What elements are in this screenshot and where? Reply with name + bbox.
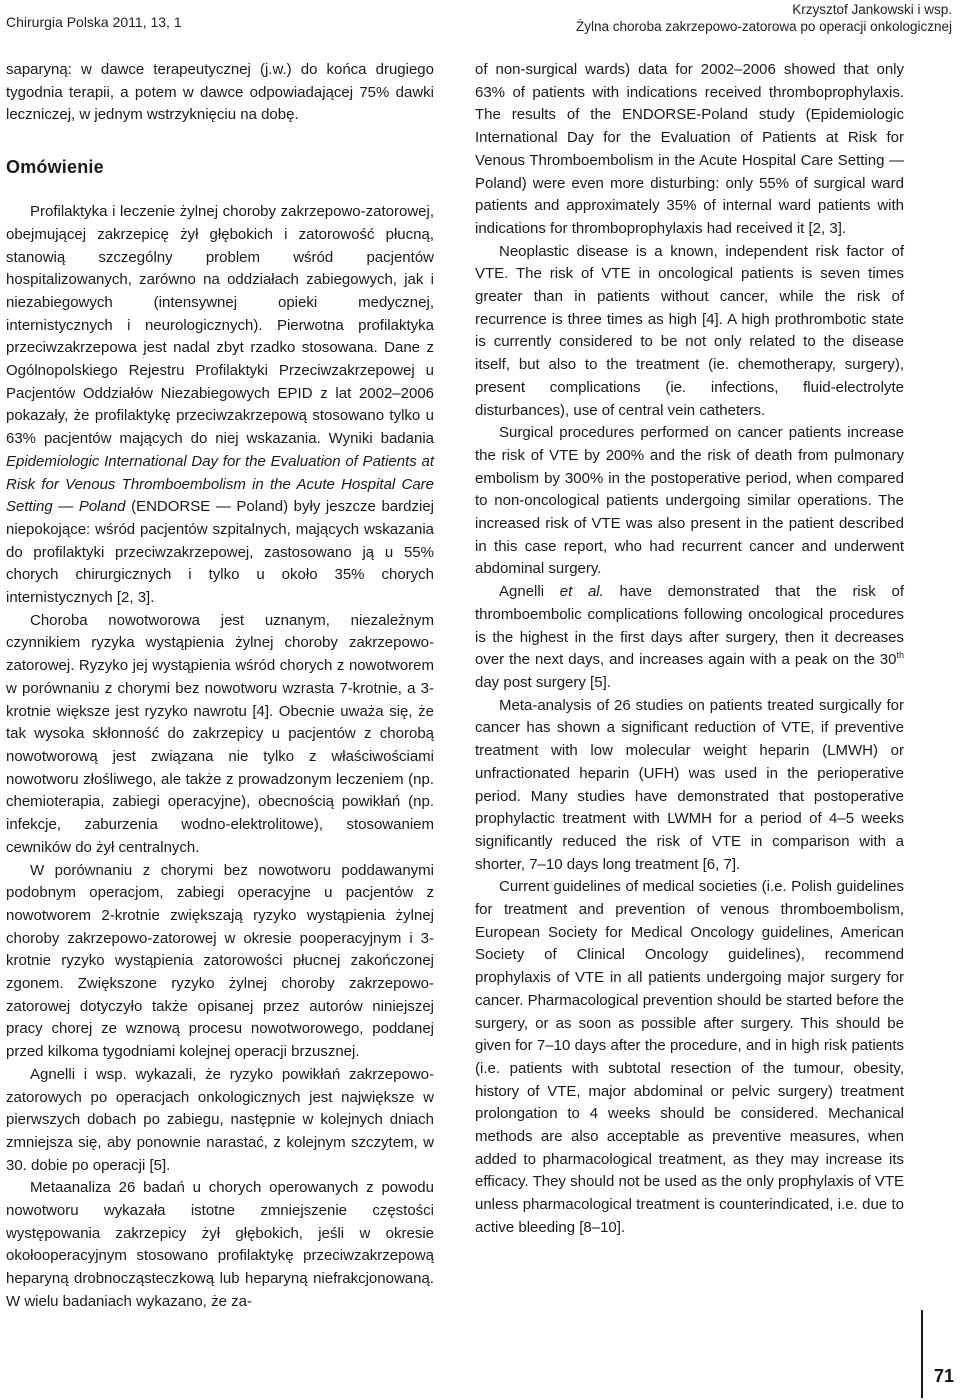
- paragraph-2-en: Surgical procedures performed on cancer patients increase the risk of VTE by 200% and the risk of death from pulmonary embolism by 300% in the postoperative period, when compared to non-oncological patients undergoing similar operations. The increased risk of VTE was also present in the patient described in this case report, who had recurrent cancer and underwent abdominal surgery.: [475, 424, 904, 578]
- page-number: 71: [934, 1366, 955, 1386]
- paragraph-1-end: (ENDORSE — Poland) były jeszcze bardziej niepokojące: wśród pacjentów szpitalnych, mających wskazania do profilaktyki przeciwzakrzepowej, zastosowano ją u 55% chorych chirurgicznych i tylko u około 35% chorych internistycznych [2, 3].: [6, 498, 434, 607]
- journal-citation: Chirurgia Polska 2011, 13, 1: [6, 14, 182, 30]
- paragraph-1-text: Profilaktyka i leczenie żylnej choroby zakrzepowo-zatorowej, obejmującej zakrzepicę żył głębokich i zatorowość płucną, stanowią szczególny problem wśród pacjentów hospitalizowanych, zarówno na oddziałach zabiegowych, jak i niezabiegowych (intensywnej opieki medycznej, internistycznych i neurologicznych). Pierwotna profilaktyka przeciwzakrzepowa jest nadal zbyt rzadko stosowana. Dane z Ogólnopolskiego Rejestru Profilaktyki Przeciwzakrzepowej u Pacjentów Oddziałów Niezabiegowych EPID z lat 2002–2006 pokazały, że profilaktykę przeciwzakrzepową stosowano tylko u 63% pacjentów mających do niej wskazania. Wyniki badania: [6, 203, 434, 448]
- right-column-english: [475, 59, 904, 1240]
- paragraph-1-en: Neoplastic disease is a known, independent risk factor of VTE. The risk of VTE in oncological patients is seven times greater than in patients without cancer, while the risk of recurrence is three times as high [4]. A high prothrombotic state is currently considered to be not only related to the disease itself, but also to the treatment (ie. chemotherapy, surgery), present complications (ie. infections, fluid-electrolyte disturbances), use of central vein catheters.: [475, 242, 904, 419]
- paragraph-3-en-mid: have demonstrated that the risk of thromboembolic complications following oncological procedures is the highest in the first days after surgery, then it decreases over the next days, and increases again with a peak on the 30: [475, 583, 904, 669]
- paragraph-4-en: Meta-analysis of 26 studies on patients treated surgically for cancer has shown a significant reduction of VTE, if preventive treatment with low molecular weight heparin (LMWH) or unfractionated heparin (UFH) was used in the perioperative period. Many studies have demonstrated that postoperative prophylactic treatment with LWMH for a period of 4–5 weeks significantly reduced the risk of VTE in comparison with a shorter, 7–10 days long treatment [6, 7].: [475, 696, 904, 873]
- paragraph-5: Metaanaliza 26 badań u chorych operowanych z powodu nowotworu wykazała istotne zmniejszenie częstości występowania zakrzepicy żył głębokich, jeśli w okresie okołooperacyjnym stosowano profilaktykę przeciwzakrzepową heparyną drobnocząsteczkową lub heparyną niefrakcjonowaną. W wielu badaniach wykazano, że za-: [6, 1179, 434, 1310]
- paragraph-0-en: of non-surgical wards) data for 2002–2006 showed that only 63% of patients with indications received thromboprophylaxis. The results of the ENDORSE-Poland study (Epidemiologic International Day for the Evaluation of Patients at Risk for Venous Thromboembolism in the Acute Hospital Care Setting — Poland) were even more disturbing: only 55% of surgical ward patients and approximately 35% of internal ward patients with indications for thromboprophylaxis had received it [2, 3].: [475, 61, 904, 237]
- et-al-italic: et al.: [559, 583, 604, 601]
- section-heading: Omówienie: [6, 157, 104, 178]
- left-column-polish: [6, 59, 434, 1314]
- paragraph-3-en-end: day post surgery [5].: [475, 673, 611, 691]
- paragraph-4: Agnelli i wsp. wykazali, że ryzyko powikłań zakrzepowo-zatorowych po operacjach onkologicznych jest największe w pierwszych dobach po zabiegu, następnie w kolejnych dniach zmniejsza się, aby ponownie narastać, z kolejnym szczytem, w 30. dobie po operacji [5].: [6, 1065, 434, 1174]
- superscript-th: th: [896, 650, 904, 661]
- study-title-italic: Epidemiologic International Day for the Evaluation of Patients at Risk for Venous Thromboembolism in the Acute Hospital Care Setting — Poland: [6, 452, 434, 516]
- paragraph-2: Choroba nowotworowa jest uznanym, niezależnym czynnikiem ryzyka wystąpienia żylnej choroby zakrzepowo-zatorowej. Ryzyko jej wystąpienia wśród chorych z nowotworem w porównaniu z chorymi bez nowotworu wzrasta 7-krotnie, a 3-krotnie większe jest ryzyko nawrotu [4]. Obecnie uważa się, że tak wysoka skłonność do zakrzepicy u pacjentów z chorobą nowotworową jest związana nie tylko z właściwościami nowotworu złośliwego, ale także z prowadzonym leczeniem (np. chemioterapia, zabiegi operacyjne), obecnością powikłań (np. infekcje, zaburzenia wodno-elektrolitowe), stosowaniem cewników do żył centralnych.: [6, 611, 434, 856]
- header-authors: Krzysztof Jankowski i wsp.: [792, 2, 952, 17]
- paragraph-3-en: [475, 581, 904, 695]
- paragraph-3-en-start: Agnelli: [499, 583, 560, 601]
- running-header: [576, 1, 952, 35]
- paragraph-3: W porównaniu z chorymi bez nowotworu poddawanymi podobnym operacjom, zabiegi operacyjne u pacjentów z nowotworem 2-krotnie zwiększają ryzyko wystąpienia żylnej choroby zakrzepowo-zatorowej w okresie pooperacyjnym i 3-krotnie ryzyko wystąpienia zatorowości płucnej zakończonej zgonem. Zwiększone ryzyko żylnej choroby zakrzepowo-zatorowej dotyczyło także opisanej przez autorów niniejszej pracy chorej ze wznową procesu nowotworowego, poddanej przed kilkoma tygodniami kolejnej operacji brzusznej.: [6, 861, 434, 1061]
- page-number-divider: [921, 1310, 923, 1398]
- intro-paragraph: saparyną: w dawce terapeutycznej (j.w.) do końca drugiego tygodnia terapii, a potem w dawce odpowiadającej 75% dawki leczniczej, w jednym wstrzyknięciu na dobę.: [6, 61, 434, 124]
- paragraph-1: [6, 201, 434, 610]
- header-running-title: Żylna choroba zakrzepowo-zatorowa po operacji onkologicznej: [576, 19, 952, 34]
- paragraph-5-en: Current guidelines of medical societies (i.e. Polish guidelines for treatment and prevention of venous thromboembolism, European Society for Medical Oncology guidelines, American Society of Clinical Oncology guidelines), recommend prophylaxis of VTE in all patients undergoing major surgery for cancer. Pharmacological prevention should be started before the surgery, or as soon as possible after surgery. This should be given for 7–10 days after the procedure, and in high risk patients (i.e. patients with subtotal resection of the tumour, obesity, history of VTE, major abdominal or pelvic surgery) treatment prolongation to 4 weeks should be considered. Mechanical methods are also acceptable as preventive measures, when added to pharmacological treatment, as they may increase its efficacy. They should not be used as the only prophylaxis of VTE unless pharmacological treatment is counterindicated, i.e. due to active bleeding [8–10].: [475, 878, 904, 1236]
